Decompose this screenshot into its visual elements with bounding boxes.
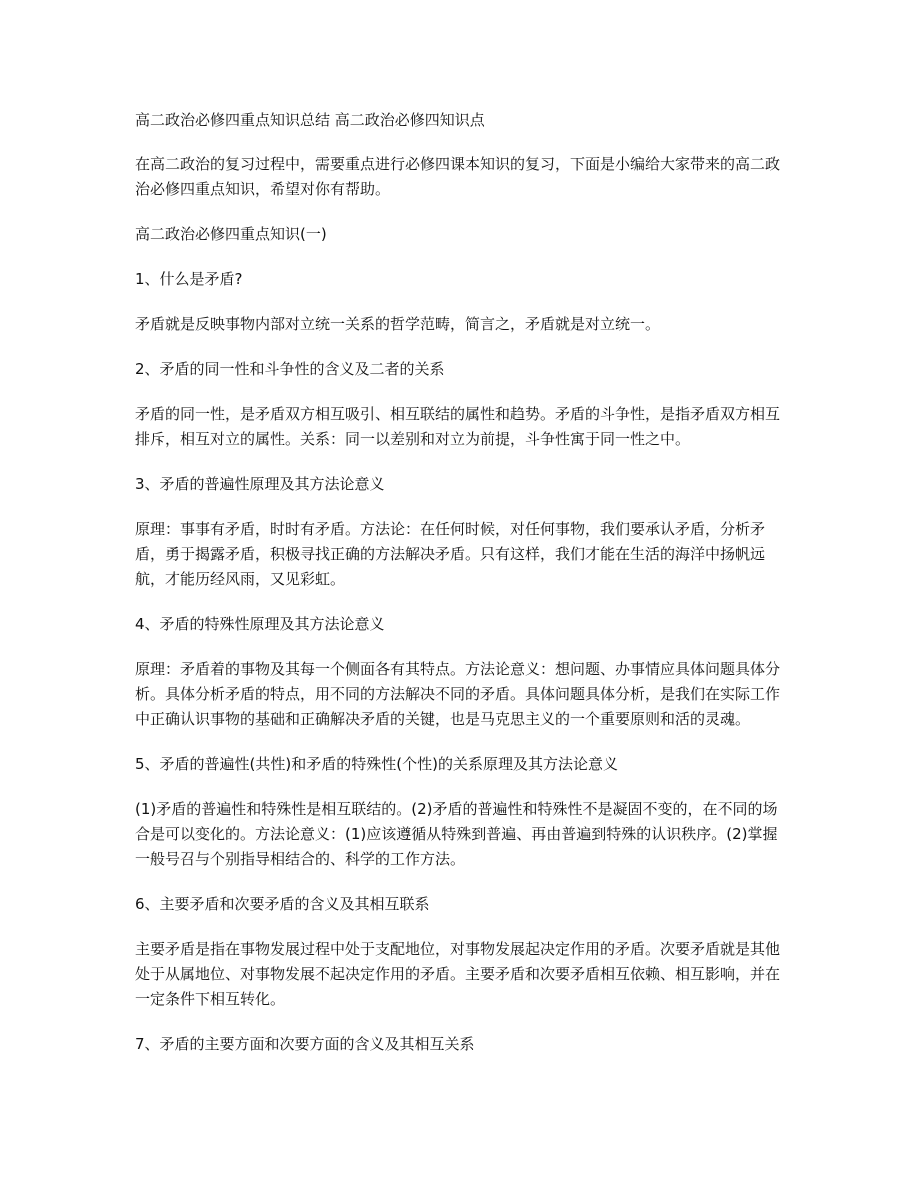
item-2-heading: 2、矛盾的同一性和斗争性的含义及二者的关系 xyxy=(135,360,445,378)
document-title: 高二政治必修四重点知识总结 高二政治必修四知识点 xyxy=(135,111,485,129)
item-7-heading: 7、矛盾的主要方面和次要方面的含义及其相互关系 xyxy=(135,1035,475,1053)
section-title: 高二政治必修四重点知识(一) xyxy=(135,225,327,243)
item-3-body: 原理：事事有矛盾，时时有矛盾。方法论：在任何时候，对任何事物，我们要承认矛盾，分析矛盾，勇于揭露矛盾，积极寻找正确的方法解决矛盾。只有这样，我们才能在生活的海洋中扬帆远航，才能历经风雨，又见彩虹。 xyxy=(135,520,766,588)
item-6-heading: 6、主要矛盾和次要矛盾的含义及其相互联系 xyxy=(135,895,430,913)
item-5-body: (1)矛盾的普遍性和特殊性是相互联结的。(2)矛盾的普遍性和特殊性不是凝固不变的，在不同的场合是可以变化的。方法论意义：(1)应该遵循从特殊到普遍、再由普遍到特殊的认识秩序。(2)掌握一般号召与个别指导相结合的、科学的工作方法。 xyxy=(135,800,778,868)
document-page xyxy=(135,108,785,1077)
item-6-body: 主要矛盾是指在事物发展过程中处于支配地位，对事物发展起决定作用的矛盾。次要矛盾就是其他处于从属地位、对事物发展不起决定作用的矛盾。主要矛盾和次要矛盾相互依赖、相互影响，并在一定条件下相互转化。 xyxy=(135,940,781,1008)
item-4-heading: 4、矛盾的特殊性原理及其方法论意义 xyxy=(135,615,385,633)
intro-paragraph: 在高二政治的复习过程中，需要重点进行必修四课本知识的复习，下面是小编给大家带来的高二政治必修四重点知识，希望对你有帮助。 xyxy=(135,155,781,198)
item-2-body: 矛盾的同一性，是矛盾双方相互吸引、相互联结的属性和趋势。矛盾的斗争性，是指矛盾双方相互排斥，相互对立的属性。关系：同一以差别和对立为前提，斗争性寓于同一性之中。 xyxy=(135,405,781,448)
item-1-body: 矛盾就是反映事物内部对立统一关系的哲学范畴，简言之，矛盾就是对立统一。 xyxy=(135,315,661,333)
item-1-heading: 1、什么是矛盾? xyxy=(135,270,243,288)
item-5-heading: 5、矛盾的普遍性(共性)和矛盾的特殊性(个性)的关系原理及其方法论意义 xyxy=(135,755,618,773)
item-3-heading: 3、矛盾的普遍性原理及其方法论意义 xyxy=(135,475,385,493)
item-4-body: 原理：矛盾着的事物及其每一个侧面各有其特点。方法论意义：想问题、办事情应具体问题具体分析。具体分析矛盾的特点，用不同的方法解决不同的矛盾。具体问题具体分析，是我们在实际工作中正确认识事物的基础和正确解决矛盾的关键，也是马克思主义的一个重要原则和活的灵魂。 xyxy=(135,660,781,728)
